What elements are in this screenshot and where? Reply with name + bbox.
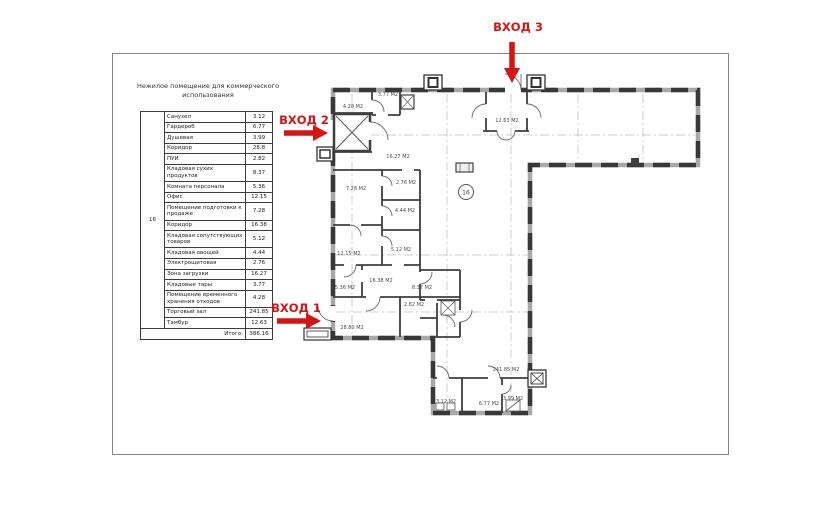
room-name-cell: Кладовые тары (165, 280, 246, 291)
entrance-3 (493, 20, 543, 83)
room-area-label: 5.12 М2 (390, 247, 412, 253)
room-name-cell: Торговый зал (165, 307, 246, 318)
entrance-1 (271, 301, 321, 329)
room-name-cell: ПУИ (165, 154, 246, 165)
room-area-label: 12.63 М2 (495, 118, 519, 124)
room-area-label: 5.36 М2 (334, 285, 356, 291)
room-area-cell: 7.28 (246, 203, 273, 220)
room-area-label: 3.77 М2 (377, 92, 399, 98)
room-area-label: 6.77 М2 (478, 401, 500, 407)
room-area-label: 241.85 М2 (492, 367, 520, 373)
room-area-label: 12.15 М2 (337, 251, 361, 257)
total-label-cell: Итого: (141, 329, 246, 340)
entrance-arrow-head (306, 313, 321, 329)
room-name-cell: Коридор (165, 143, 246, 154)
unit-circle-marker (459, 185, 474, 200)
room-area-label: 7.28 М2 (345, 186, 367, 192)
room-name-cell: Кладовая сухих продуктов (165, 164, 246, 181)
room-area-label: 4.44 М2 (394, 208, 416, 214)
room-area-label: 2.82 М2 (403, 302, 425, 308)
room-area-label: 28.80 М2 (340, 325, 364, 331)
room-area-cell: 4.44 (246, 248, 273, 259)
room-area-cell: 12.63 (246, 318, 273, 329)
room-area-cell: 6.77 (246, 122, 273, 133)
room-area-label: 2.76 М2 (395, 180, 417, 186)
room-area-cell: 3.12 (246, 112, 273, 123)
room-name-cell: Гардероб (165, 122, 246, 133)
room-name-cell: Коридор (165, 220, 246, 231)
room-name-cell: Душевая (165, 133, 246, 144)
entrance-2 (279, 113, 329, 141)
entrance-label: ВХОД 1 (271, 301, 321, 315)
room-name-cell: Офис (165, 192, 246, 203)
room-area-cell: 16.38 (246, 220, 273, 231)
room-area-cell: 2.76 (246, 258, 273, 269)
room-name-cell: Комната персонала (165, 182, 246, 193)
room-area-cell: 8.37 (246, 164, 273, 181)
room-area-label: 4.28 М2 (342, 104, 364, 110)
room-area-cell: 12.15 (246, 192, 273, 203)
facade-projections (304, 147, 639, 387)
room-area-cell: 28.8 (246, 143, 273, 154)
room-area-cell: 3.77 (246, 280, 273, 291)
entrance-label: ВХОД 2 (279, 113, 329, 127)
room-name-cell: Кладовая сопутствующих товаров (165, 231, 246, 248)
room-name-cell: Кладовая овощей (165, 248, 246, 259)
unit-number: 16 (462, 189, 470, 197)
room-name-cell: Санузел (165, 112, 246, 123)
vent-shaft (401, 95, 414, 109)
room-area-label: 16.38 М2 (369, 278, 393, 284)
room-area-label: 8.37 М2 (411, 285, 433, 291)
room-area-cell: 4.28 (246, 290, 273, 307)
entrance-arrow-head (313, 125, 328, 141)
sanitary-fixtures (436, 301, 520, 411)
entrances-layer (271, 20, 543, 329)
room-area-cell: 241.85 (246, 307, 273, 318)
room-name-cell: Зона загрузки (165, 269, 246, 280)
room-name-cell: Помещение подготовки к продаже (165, 203, 246, 220)
unit-id-cell: 16 (141, 112, 165, 329)
room-name-cell: Помещение временного хранения отходов (165, 290, 246, 307)
hall-column (456, 163, 473, 172)
room-area-label: 16.27 М2 (386, 154, 410, 160)
room-name-cell: Тамбур (165, 318, 246, 329)
room-name-cell: Электрощитовая (165, 258, 246, 269)
room-area-label: 3.99 М2 (502, 396, 524, 402)
room-area-cell: 5.12 (246, 231, 273, 248)
room-area-cell: 16.27 (246, 269, 273, 280)
room-area-cell: 5.36 (246, 182, 273, 193)
entrance-label: ВХОД 3 (493, 20, 543, 34)
room-area-label: 3.12 М2 (435, 399, 457, 405)
room-area-cell: 3.99 (246, 133, 273, 144)
room-area-cell: 2.82 (246, 154, 273, 165)
axis-lines (336, 94, 695, 410)
page-title: Нежилое помещение для коммерческого использования (136, 82, 280, 100)
elevator-shaft (334, 114, 370, 151)
total-value-cell: 386.16 (246, 329, 273, 340)
